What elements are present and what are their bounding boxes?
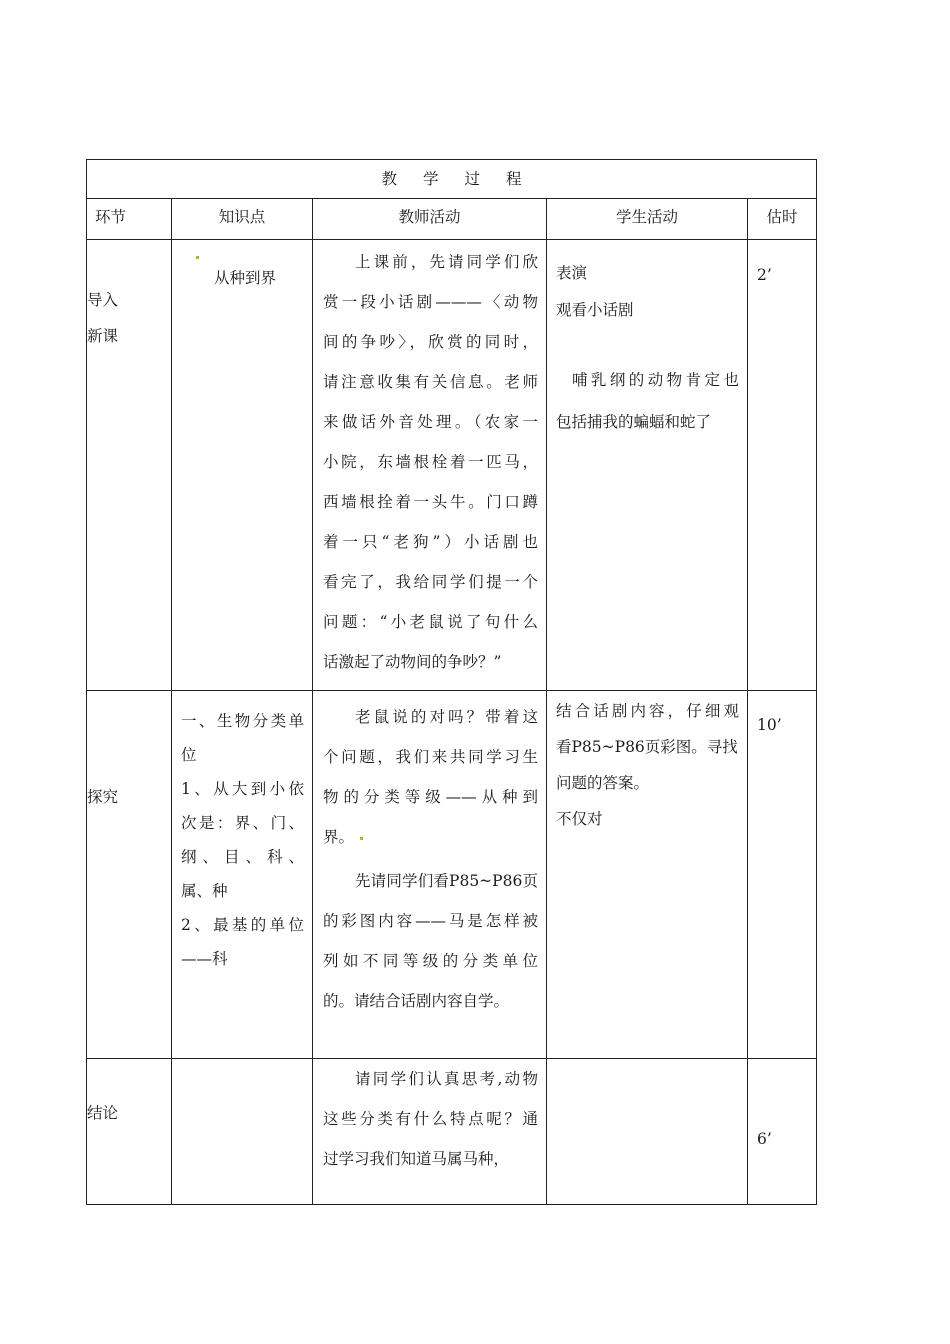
student-text: 问题的答案。 bbox=[556, 774, 650, 792]
teacher-text: 这些分类有什么特点呢？通 bbox=[323, 1110, 538, 1128]
knowledge-text: ——科 bbox=[181, 950, 228, 968]
knowledge-text: 从种到界 bbox=[214, 269, 277, 287]
stage-cell bbox=[87, 1059, 172, 1205]
student-cell bbox=[547, 240, 748, 691]
time-estimate: 10’ bbox=[757, 716, 782, 734]
student-text: 观看小话剧 bbox=[556, 301, 634, 319]
time-estimate: 2’ bbox=[757, 266, 772, 284]
knowledge-text: 1、从大到小依 bbox=[181, 780, 304, 798]
student-text: 看P85~P86页彩图。寻找 bbox=[556, 738, 738, 756]
teacher-text: 赏一段小话剧———〈动物 bbox=[323, 293, 538, 311]
teacher-cell bbox=[313, 240, 547, 691]
teacher-text: 间的争吵〉，欣赏的同时， bbox=[323, 333, 538, 351]
stage-cell bbox=[87, 240, 172, 691]
time-cell bbox=[748, 240, 817, 691]
header-student: 学生活动 bbox=[547, 199, 748, 240]
student-cell bbox=[547, 691, 748, 1059]
marker-dot bbox=[360, 837, 363, 840]
time-estimate: 6’ bbox=[757, 1130, 772, 1148]
teacher-text: 着一只“老狗”）小话剧也 bbox=[323, 533, 538, 551]
teacher-text: 话激起了动物间的争吵？” bbox=[323, 653, 502, 671]
table-row bbox=[87, 1059, 817, 1205]
knowledge-text: 属、种 bbox=[181, 882, 228, 900]
teacher-text: 问题：“小老鼠说了句什么 bbox=[323, 613, 538, 631]
teacher-cell bbox=[313, 691, 547, 1059]
header-stage: 环节 bbox=[87, 199, 172, 240]
teacher-text: 先请同学们看P85~P86页 bbox=[355, 872, 538, 890]
knowledge-text: 位 bbox=[181, 746, 197, 764]
student-text: 不仅对 bbox=[556, 810, 603, 828]
header-knowledge: 知识点 bbox=[172, 199, 313, 240]
knowledge-text: 一、生物分类单 bbox=[181, 712, 304, 730]
stage-label: 新课 bbox=[87, 327, 119, 345]
table-row bbox=[87, 691, 817, 1059]
teacher-text: 界。 bbox=[323, 817, 538, 857]
teacher-text: 看完了，我给同学们提一个 bbox=[323, 573, 538, 591]
marker-dot bbox=[196, 256, 199, 259]
teacher-text: 过学习我们知道马属马种， bbox=[323, 1150, 510, 1168]
teacher-text: 老鼠说的对吗？带着这 bbox=[355, 708, 538, 726]
teacher-text: 的。请结合话剧内容自学。 bbox=[323, 992, 510, 1010]
table-header-row bbox=[87, 199, 817, 240]
teacher-text: 西墙根拴着一头牛。门口蹲 bbox=[323, 493, 538, 511]
stage-cell bbox=[87, 691, 172, 1059]
teacher-cell bbox=[313, 1059, 547, 1205]
teacher-text: 来做话外音处理。（农家一 bbox=[323, 413, 538, 431]
knowledge-cell bbox=[172, 691, 313, 1059]
table-title-cell bbox=[87, 160, 817, 199]
teacher-text: 物的分类等级——从种到 bbox=[323, 788, 538, 806]
teacher-text: 请同学们认真思考,动物 bbox=[355, 1070, 538, 1088]
knowledge-text: 纲、目、科、 bbox=[181, 848, 304, 866]
stage-label: 探究 bbox=[87, 788, 119, 806]
table-row bbox=[87, 240, 817, 691]
student-text: 包括捕我的蝙蝠和蛇了 bbox=[556, 413, 712, 431]
knowledge-text: 2、最基的单位 bbox=[181, 916, 304, 934]
table-title: 教学过程 bbox=[381, 170, 548, 188]
time-cell bbox=[748, 691, 817, 1059]
student-text: 哺乳纲的动物肯定也 bbox=[572, 371, 739, 389]
time-cell bbox=[748, 1059, 817, 1205]
student-text: 表演 bbox=[556, 264, 588, 282]
teacher-text: 小院，东墙根栓着一匹马， bbox=[323, 453, 538, 471]
header-time: 估时 bbox=[748, 199, 817, 240]
teacher-text: 列如不同等级的分类单位 bbox=[323, 952, 538, 970]
teacher-text: 个问题，我们来共同学习生 bbox=[323, 748, 538, 766]
teacher-text: 请注意收集有关信息。老师 bbox=[323, 373, 538, 391]
knowledge-text: 次是：界、门、 bbox=[181, 814, 304, 832]
student-cell bbox=[547, 1059, 748, 1205]
teaching-process-table bbox=[86, 159, 817, 1205]
knowledge-cell bbox=[172, 240, 313, 691]
stage-label: 结论 bbox=[87, 1104, 119, 1122]
teacher-text: 上课前，先请同学们欣 bbox=[355, 253, 538, 271]
header-teacher: 教师活动 bbox=[313, 199, 547, 240]
stage-label: 导入 bbox=[87, 291, 119, 309]
knowledge-cell bbox=[172, 1059, 313, 1205]
teacher-text: 的彩图内容——马是怎样被 bbox=[323, 912, 538, 930]
student-text: 结合话剧内容，仔细观 bbox=[556, 702, 739, 720]
